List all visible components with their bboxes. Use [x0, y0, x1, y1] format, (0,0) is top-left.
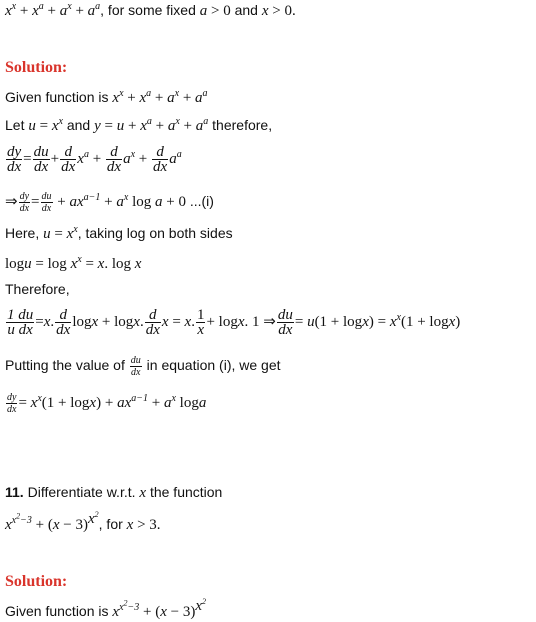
sol11-given-text: Given function is	[5, 603, 113, 619]
solution-heading-2: Solution:	[5, 573, 68, 590]
sol10-here-line: Here, $u = x^x$, taking log on both sides	[5, 224, 233, 242]
q11-text-post: the function	[146, 484, 223, 500]
sol10-taking-log-text: , taking log on both sides	[77, 225, 233, 241]
sol10-putting-post: in equation (i), we get	[142, 357, 281, 373]
sol10-therefore-line: Therefore,	[5, 281, 70, 297]
sol10-putting-line: Putting the value of $\frac{du}{dx}$ in equation (i), we get	[5, 354, 281, 378]
solution-heading: Solution:	[5, 59, 68, 76]
q10-and-text: and	[230, 2, 262, 18]
q10-tail-text: , for some fixed	[100, 2, 200, 18]
question-10-statement: $x^x + x^a + a^x + a^a$, for some fixed a > 0 and x > 0.	[5, 1, 296, 19]
sol11-given-line: Given function is $x^{x^2-3} + (x - 3)^{x^2}$	[5, 597, 207, 620]
question-11-heading: 11. Differentiate w.r.t. x the function	[5, 484, 223, 501]
sol10-equation-i: ⇒ $\frac{dy}{dx}$ = $\frac{du}{dx}$ + $ax^{a-1} + a^x$ log a + 0 ...(i)	[5, 190, 214, 214]
sol10-and-text: and	[62, 117, 95, 133]
sol10-given-text: Given function is	[5, 89, 113, 105]
q11-text-pre: Differentiate w.r.t.	[23, 484, 140, 500]
question-11-number: 11.	[5, 484, 24, 500]
sol10-here-text: Here,	[5, 225, 44, 241]
q11-cond-text: , for	[98, 516, 127, 532]
sol10-log-line: $\log u = \log x^x = x$. log x	[5, 254, 142, 272]
sol10-derivative-eq: $\frac{dy}{dx}$ = $\frac{du}{dx}$ + $\frac{d}{dx}$ $x^a$ + $\frac{d}{dx}$ $a^x$ + $\frac{d}{dx}$ $a^a$	[7, 143, 182, 175]
sol10-let-line: Let $u = x^x$ and $y = u + x^a + a^x + a^a$ therefore,	[5, 116, 273, 134]
sol10-let-text: Let	[5, 117, 29, 133]
sol10-eq-ref: ...(i)	[185, 193, 214, 209]
sol10-final-answer: $\frac{dy}{dx}$ = $x^x(1 + \log x) + ax^{a-1} + a^x$ loga	[7, 391, 207, 415]
sol10-putting-pre: Putting the value of	[5, 357, 129, 373]
sol10-therefore-inline: therefore,	[208, 117, 273, 133]
sol10-given-line: Given function is $x^x + x^a + a^x + a^a$	[5, 88, 208, 106]
sol10-log-derivative: $\frac{1 du}{\text{u dx}}$ =x. $\frac{d}{dx}$ logx + logx. $\frac{d}{dx}$ x = x. $\frac{1}{x}$ + logx. 1 ⇒ $\frac{du}{dx}$ = $u(1 + \log x) = x^x(1 + \log x)$	[7, 306, 461, 338]
question-11-function: $x^{x^2-3} + (x - 3)^{x^2}$, for x > 3.	[5, 510, 161, 533]
